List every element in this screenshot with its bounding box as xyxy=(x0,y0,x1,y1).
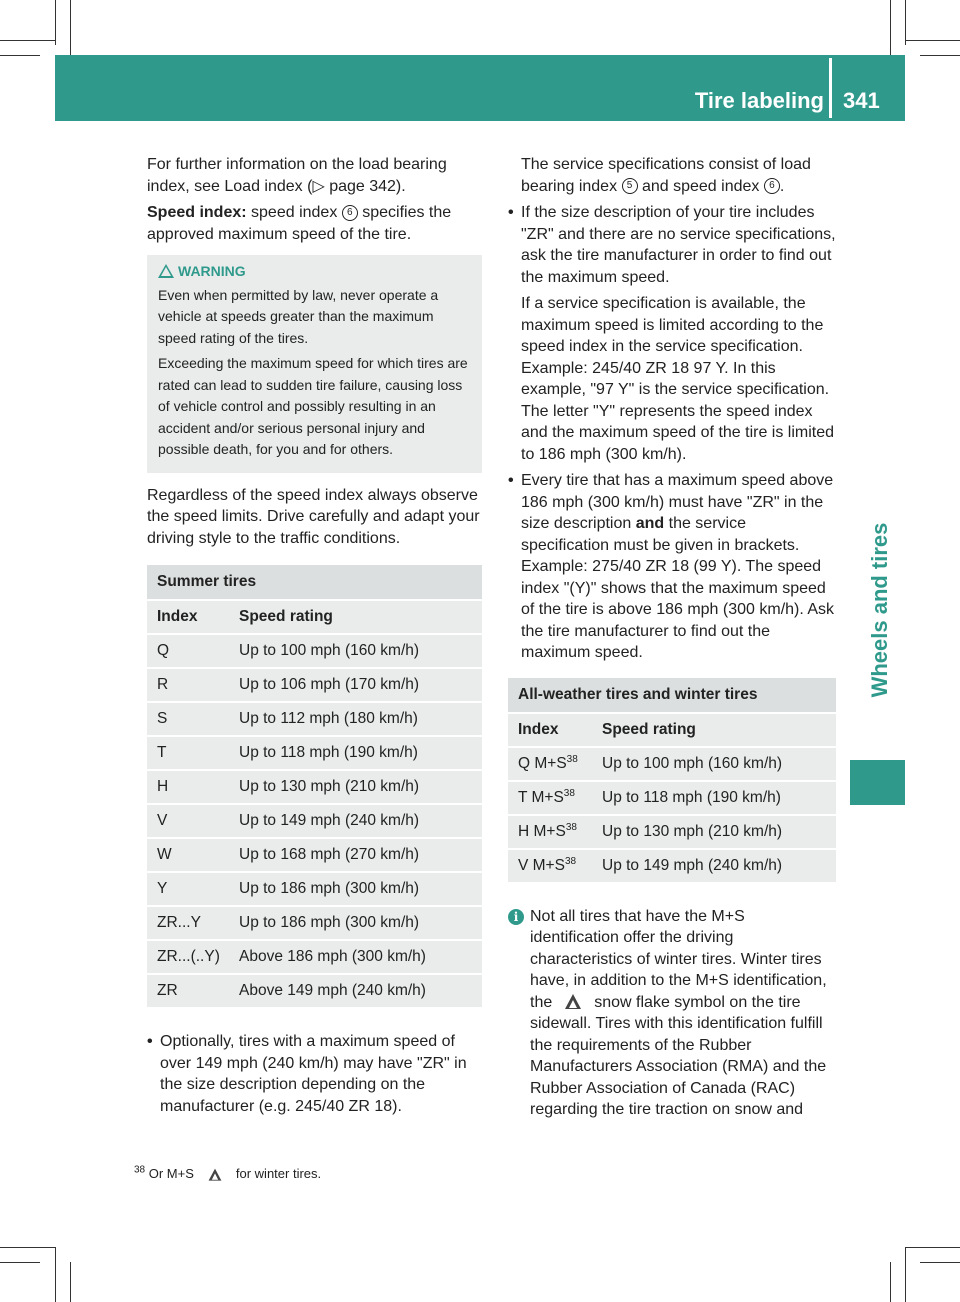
speed-index-paragraph: Speed index: speed index 6 specifies the approved maximum speed of the tire. xyxy=(147,204,452,243)
snowflake-mountain-icon xyxy=(564,994,582,1010)
crop-mark xyxy=(55,0,56,45)
crop-mark xyxy=(70,1262,71,1302)
crop-mark xyxy=(55,1247,56,1302)
table-title: All-weather tires and winter tires xyxy=(508,678,836,712)
footnote-ref: 38 xyxy=(564,855,577,867)
warning-text: Even when permitted by law, never operate a vehicle at speeds greater than the maximum speed rating of the tires. xyxy=(158,286,439,346)
crop-mark xyxy=(920,1262,960,1263)
column-header: Index xyxy=(147,601,229,633)
table-row: ZR...Y Up to 186 mph (300 km/h) xyxy=(147,907,482,939)
table-row: W Up to 168 mph (270 km/h) xyxy=(147,839,482,871)
table-title: Summer tires xyxy=(147,565,482,599)
footnote-ref: 38 xyxy=(566,753,578,765)
table-row: Q $M+S^{38}$ Up to 100 mph (160 km/h) xyxy=(508,748,836,780)
table-row: ZR Above 149 mph (240 km/h) xyxy=(147,975,482,1007)
crop-mark xyxy=(920,55,960,56)
warning-box xyxy=(147,255,482,473)
column-header: Speed rating xyxy=(592,714,836,746)
table-row: V Up to 149 mph (240 km/h) xyxy=(147,805,482,837)
left-column xyxy=(147,154,482,1122)
table-row: V $M+S^{38}$ Up to 149 mph (240 km/h) xyxy=(508,850,836,882)
chapter-tab-marker xyxy=(850,760,905,805)
table-row: Y Up to 186 mph (300 km/h) xyxy=(147,873,482,905)
list-item: • If the size description of your tire includes "ZR" and there are no service specifications, ask the tire manufacturer in order to find out the maximum speed. xyxy=(508,202,836,288)
column-header: Index xyxy=(508,714,592,746)
snowflake-mountain-icon xyxy=(208,1168,222,1181)
crop-mark xyxy=(890,1262,891,1302)
list-item: • Optionally, tires with a maximum speed of over 149 mph (240 km/h) may have "ZR" in the size description depending on the manufacturer (e.g. 245/40 ZR 18). xyxy=(147,1031,482,1117)
table-row: T $M+S^{38}$ Up to 118 mph (190 km/h) xyxy=(508,782,836,814)
crop-mark xyxy=(905,1247,906,1302)
footnote-ref: 38 xyxy=(563,787,575,799)
table-row: S Up to 112 mph (180 km/h) xyxy=(147,703,482,735)
service-spec-paragraph: The service specifications consist of load bearing index 5 and speed index 6 . xyxy=(521,156,811,195)
info-icon: i xyxy=(508,909,524,925)
footnote-ref: 38 xyxy=(565,821,577,833)
warning-heading: WARNING xyxy=(158,261,472,283)
warning-text: Exceeding the maximum speed for which tires are rated can lead to sudden tire failure, causing loss of vehicle control and possibly resulting in an accident and/or serious personal injury and possible death, for you and for others. xyxy=(158,355,468,457)
page-number: 341 xyxy=(843,88,880,113)
list-item: • Every tire that has a maximum speed above 186 mph (300 km/h) must have "ZR" in the size description and the service specification must be given in brackets. Example: 275/40 ZR 18 (99 Y). The speed index "(Y)" shows that the maximum speed of the tire is above 186 mph (300 km/h). Ask the tire manufacturer to find out the maximum speed. xyxy=(508,470,836,664)
footnote-number: 38 xyxy=(134,1164,146,1176)
header-divider xyxy=(829,58,832,118)
callout-6-icon: 6 xyxy=(764,178,780,194)
summer-tires-table xyxy=(147,563,482,1009)
winter-tires-table xyxy=(508,676,836,884)
table-row: Q Up to 100 mph (160 km/h) xyxy=(147,635,482,667)
table-row: T Up to 118 mph (190 km/h) xyxy=(147,737,482,769)
crop-mark xyxy=(0,1262,40,1263)
table-row: R Up to 106 mph (170 km/h) xyxy=(147,669,482,701)
right-column xyxy=(508,154,836,1121)
speed-limits-paragraph: Regardless of the speed index always observe the speed limits. Drive carefully and adapt your driving style to the traffic conditions. xyxy=(147,486,480,547)
crop-mark xyxy=(890,0,891,55)
section-title: Tire labeling xyxy=(694,88,824,113)
column-header: Speed rating xyxy=(229,601,482,633)
crop-mark xyxy=(0,55,40,56)
table-row: H $M+S^{38}$ Up to 130 mph (210 km/h) xyxy=(508,816,836,848)
callout-5-icon: 5 xyxy=(622,178,638,194)
crop-mark xyxy=(905,0,906,45)
crop-mark xyxy=(905,40,960,41)
info-note: i Not all tires that have the M+S identification offer the driving characteristics of winter tires. Winter tires have, in addition to the M+S identification, the snow flake symbol on the tire sidewall. Tires with this identification fulfill the requirements of the Rubber Manufacturers Association (RMA) and the Rubber Association of Canada (RAC) regarding the tire traction on snow and xyxy=(508,906,836,1121)
warning-triangle-icon xyxy=(158,264,174,278)
speed-index-label: Speed index: xyxy=(147,204,247,221)
table-row: H Up to 130 mph (210 km/h) xyxy=(147,771,482,803)
chapter-tab xyxy=(860,470,900,750)
crop-mark xyxy=(0,1247,55,1248)
crop-mark xyxy=(0,40,55,41)
crop-mark xyxy=(905,1247,960,1248)
footnote: $^{38}$ Or M+S for winter tires. xyxy=(134,1164,322,1181)
table-row: ZR...(..Y) Above 186 mph (300 km/h) xyxy=(147,941,482,973)
crop-mark xyxy=(70,0,71,55)
list-item-continuation: If a service specification is available, the maximum speed is limited according to the speed index in the service specification. Example: 245/40 ZR 18 97 Y. In this example, "97 Y" is the service specification. The letter "Y" represents the speed index and the maximum speed of the tire is limited to 186 mph (300 km/h). xyxy=(521,295,835,463)
load-index-paragraph: For further information on the load bearing index, see Load index (▷ page 342). xyxy=(147,156,447,195)
chapter-tab-label: Wheels and tires xyxy=(867,522,892,698)
callout-6-icon: 6 xyxy=(342,205,358,221)
